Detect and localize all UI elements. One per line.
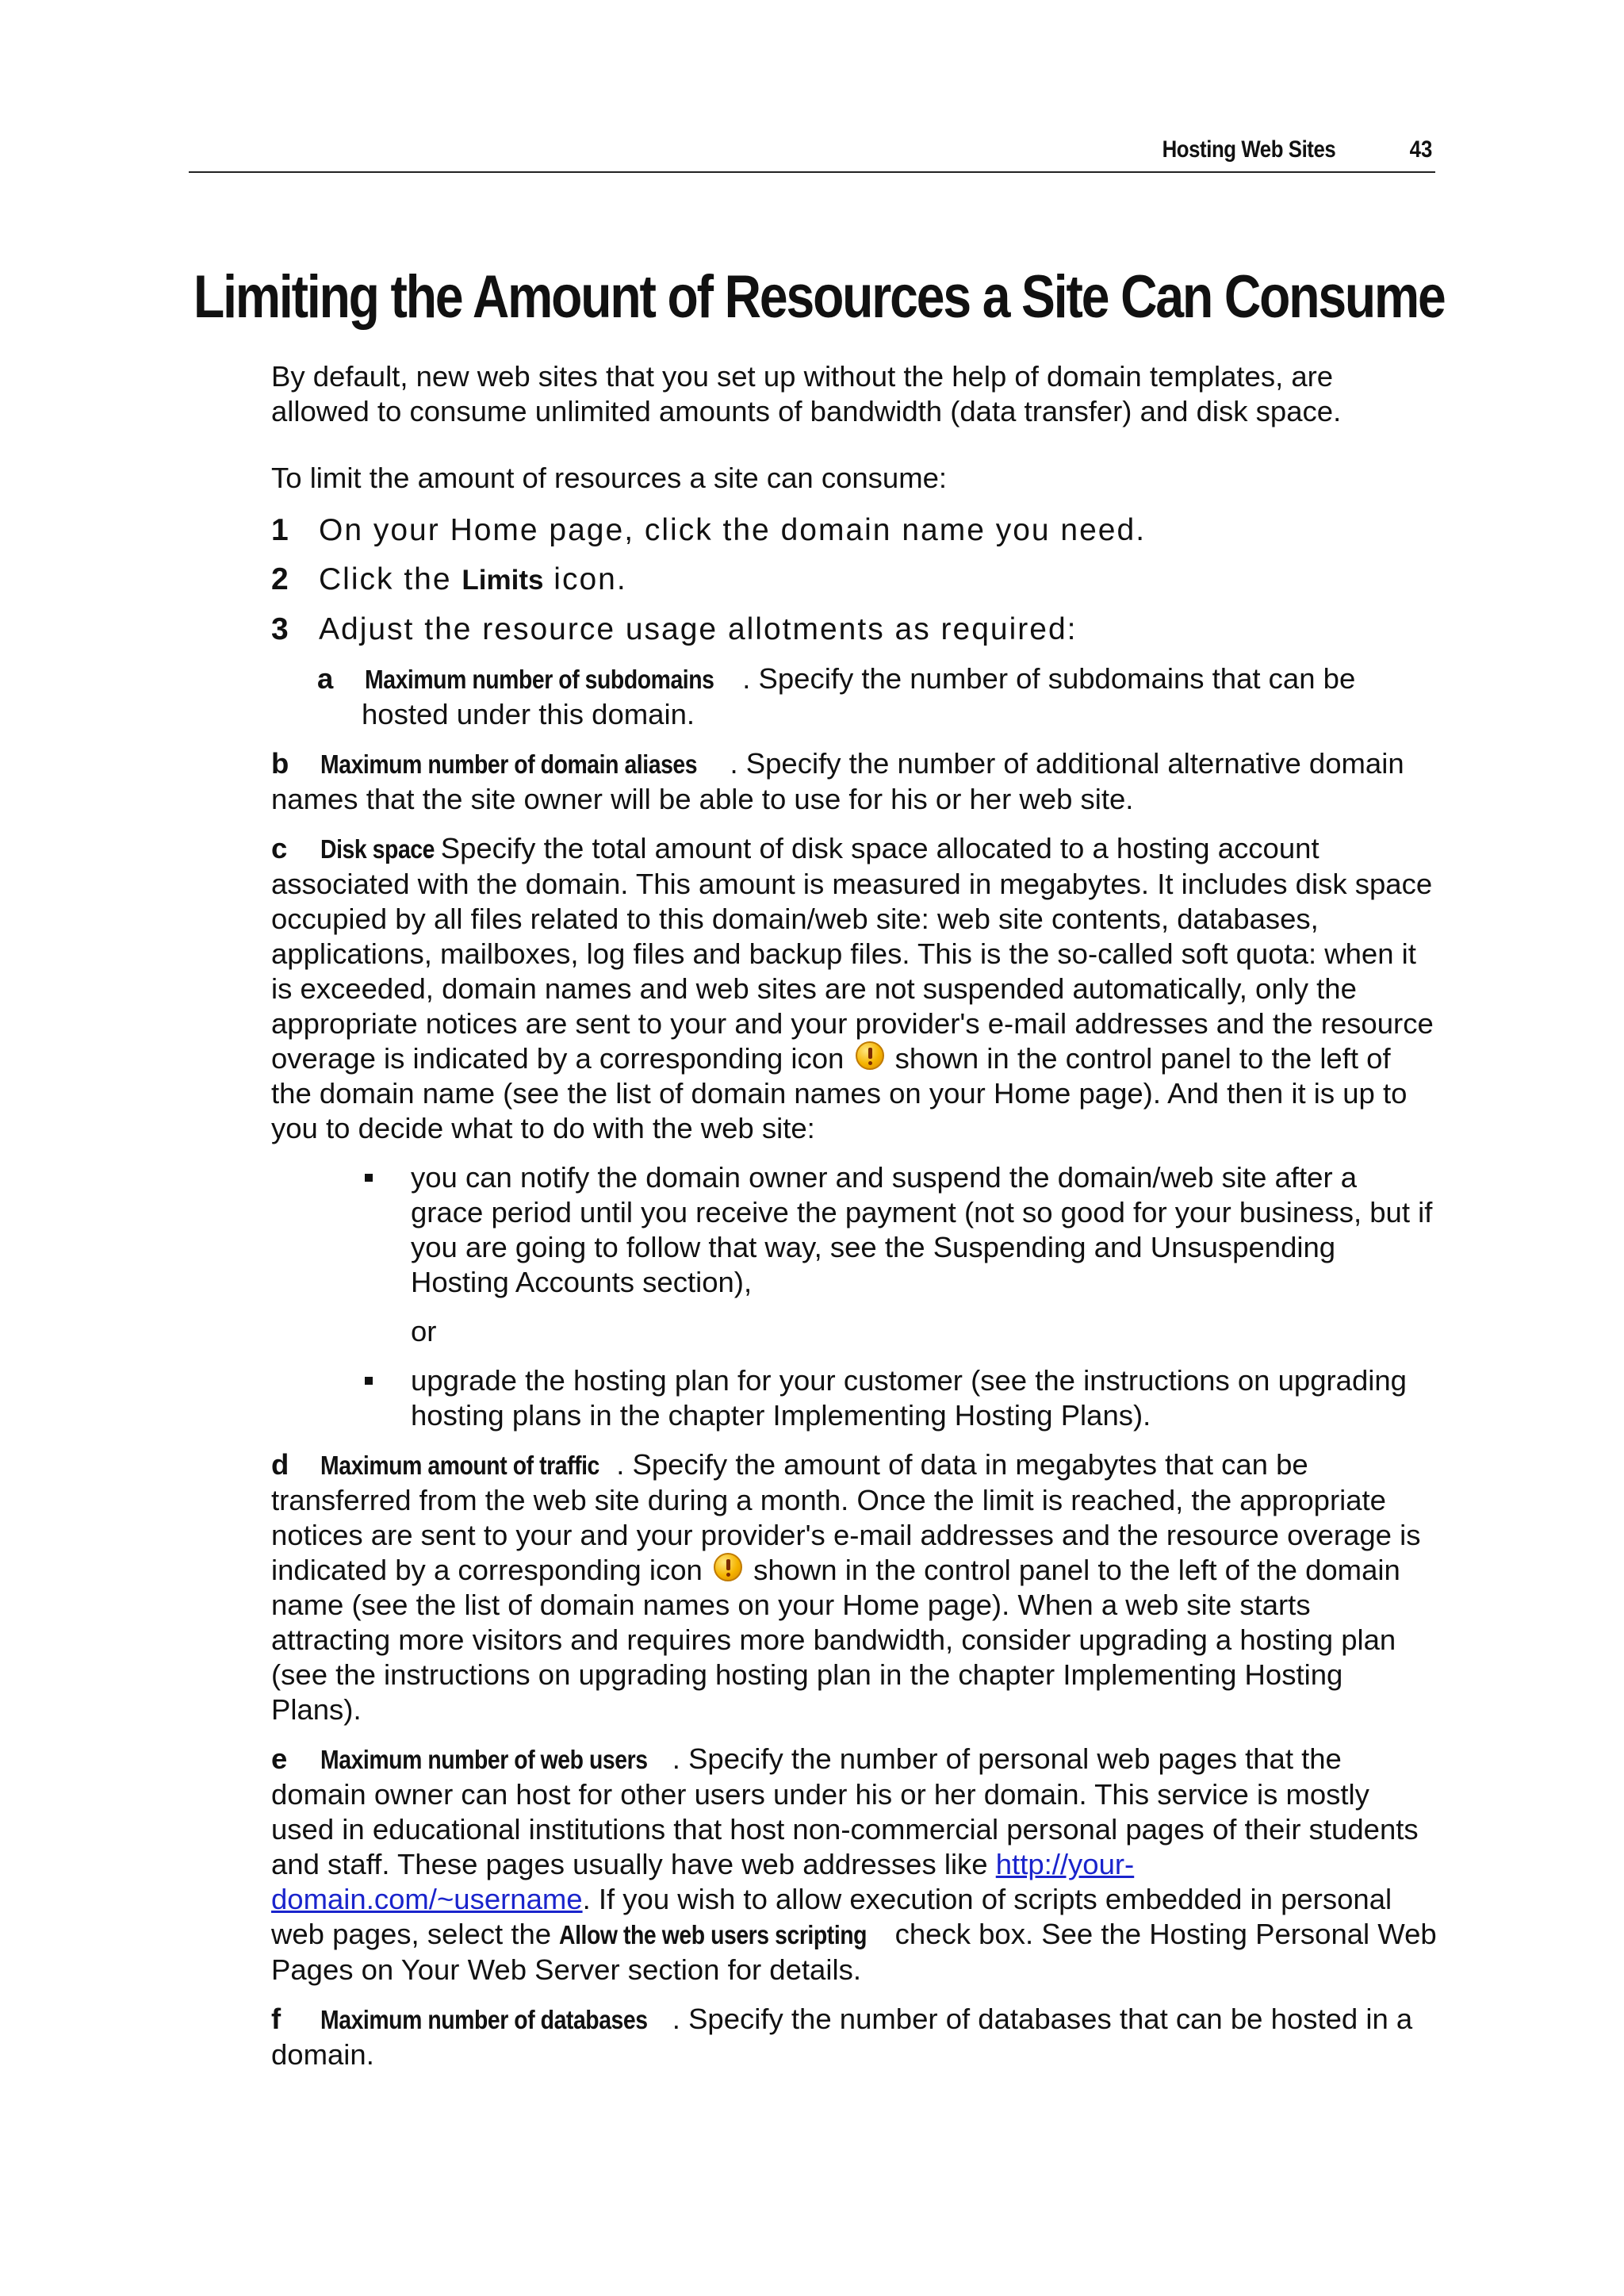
item-term: Maximum number of web users [320,1745,648,1774]
bullet-list [365,1363,1437,1433]
step-number: 3 [271,612,289,646]
item-a [317,661,1437,732]
page-header [189,133,1435,173]
item-text: . If you wish to allow execution of scripts embedded in personal web pages, select the [271,1883,1392,1950]
step-3 [271,612,1437,647]
item-term: Maximum number of domain aliases [320,749,698,779]
limits-term: Limits [462,565,544,596]
step-number: 1 [271,513,289,547]
item-text-continued: hosted under this domain. [362,698,695,730]
item-e [271,1742,1437,1987]
or-separator: or [411,1315,437,1347]
item-letter: e [271,1742,288,1775]
item-term: Maximum amount of traffic [320,1451,599,1480]
list-item-text: upgrade the hosting plan for your customer (see the instructions on upgrading hosting plans in the chapter Implementing Hosting Plans). [411,1364,1407,1432]
step-1 [271,513,1437,548]
square-bullet-icon [365,1174,373,1182]
step-text: Adjust the resource usage allotments as required: [319,612,1078,646]
item-text: . Specify the number of subdomains that can be [742,662,1356,695]
body-content [271,359,1437,2087]
list-item-text: you can notify the domain owner and suspend the domain/web site after a grace period until you receive the payment (not so good for your business, but if you are going to follow that way, see the Suspending and Unsuspending Hosting Accounts section), [411,1161,1433,1298]
page-number: 43 [1409,136,1432,163]
step-number: 2 [271,562,289,596]
running-header-section: Hosting Web Sites [1162,136,1335,163]
intro-paragraph: By default, new web sites that you set up without the help of domain templates, are allowed to consume unlimited amounts of bandwidth (data transfer) and disk space. [271,360,1342,427]
step-text: Click the Limits icon. [319,562,627,596]
item-c [271,831,1437,1146]
item-text-after-icon: shown in the control panel to the left of the domain name (see the list of domain names on your Home page). When a web site starts attracting more visitors and requires more bandwidth, consider upgrading a hosting plan (see the instructions on upgrading hosting plan in the chapter Implementing Hosting Plans). [271,1554,1400,1726]
procedure-lead: To limit the amount of resources a site can consume: [271,462,948,494]
item-term: Maximum number of databases [320,2005,648,2034]
item-text: . Specify the amount of data in megabytes that can be transferred from the web site during a month. Once the limit is reached, the appropriate notices are sent to your and your provider's e-mail addresses and the resource overage is indicated by a corresponding icon [271,1448,1421,1586]
square-bullet-icon [365,1377,373,1385]
item-text: . Specify the number of additional alternative domain names that the site owner will be able to use for his or her web site. [271,747,1404,815]
item-text-after-icon: shown in the control panel to the left of the domain name (see the list of domain names on your Home page). And then it is up to you to decide what to do with the web site: [271,1042,1408,1144]
item-letter: a [317,662,334,695]
item-letter: b [271,747,289,780]
item-text: . Specify the total amount of disk space allocated to a hosting account associated with the domain. This amount is measured in megabytes. It includes disk space occupied by all files related to this domain/web site: web site contents, databases, applications, mailboxes, log files and backup files. This is the so-called soft quota: when it is exceeded, domain names and web sites are not suspended automatically, only the appropriate notices are sent to your and your provider's e-mail addresses and the resource overage is indicated by a corresponding icon [271,832,1434,1075]
warning-icon [856,1041,884,1070]
item-text: check box. See the Hosting Personal Web Pages on Your Web Server section for details. [271,1918,1437,1986]
item-text: . Specify the number of databases that can be hosted in a domain. [271,2003,1413,2071]
list-item [365,1363,1437,1433]
item-d [271,1447,1437,1727]
item-text: . Specify the number of personal web pages that the domain owner can host for other users under his or her domain. This service is mostly used in educational institutions that host non-commercial personal pages of their students and staff. These pages usually have web addresses like [271,1742,1419,1880]
item-term: Disk space [320,834,435,864]
page-title: Limiting the Amount of Resources a Site Can Consume [193,263,1445,331]
step-2 [271,562,1437,598]
step-text: On your Home page, click the domain name you need. [319,513,1147,547]
scripting-option-term: Allow the web users scripting [559,1920,868,1949]
item-term: Maximum number of subdomains [365,665,714,694]
item-letter: d [271,1448,289,1481]
list-item [365,1160,1437,1300]
example-url-link[interactable]: http://your-domain.com/~username [271,1848,1135,1915]
item-b [271,746,1437,817]
item-letter: c [271,832,288,864]
item-f [271,2002,1437,2072]
warning-icon [714,1553,742,1581]
bullet-list [365,1160,1437,1300]
item-letter: f [271,2003,282,2035]
